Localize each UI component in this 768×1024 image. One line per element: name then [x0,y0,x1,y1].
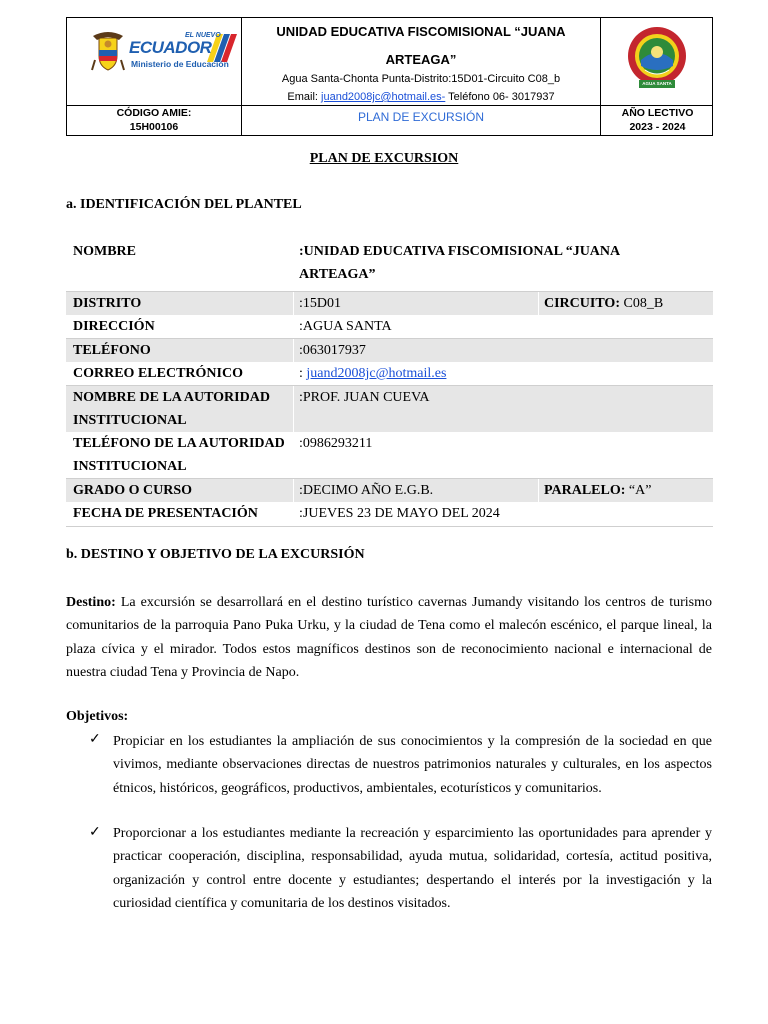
objective-item: Proporcionar a los estudiantes mediante la recreación y esparcimiento las oportunidades para aprender y practicar cooperación, disciplina, responsabilidad, ayuda mutua, solidaridad, cortesía, actitud positiva, organización y control entre docente y estudiantes; despertando el interés por la investigación y la curiosidad científica y comunitaria de los destinos visitados. [113,826,712,911]
page-title: PLAN DE EXCURSION [309,151,459,166]
table-row [66,315,713,339]
school-year-label: AÑO LECTIVO [621,107,694,119]
telefono-value: :063017937 [299,343,366,358]
distrito-label: DISTRITO [73,296,142,311]
amie-code-value: 15H00106 [129,121,179,133]
school-seal-logo [625,26,689,90]
autoridad-value: :PROF. JUAN CUEVA [299,390,430,405]
table-row [66,339,713,362]
direccion-value: :AGUA SANTA [299,319,392,334]
school-year-value: 2023 - 2024 [629,121,686,133]
school-address: Agua Santa-Chonta Punta-Distrito:15D01-Circuito C08_b [281,73,561,85]
objectives-heading: Objetivos: [66,709,129,724]
section-b-heading: b. DESTINO Y OBJETIVO DE LA EXCURSIÓN [66,547,365,562]
grado-value: :DECIMO AÑO E.G.B. [299,483,434,498]
destination-paragraph [66,591,712,684]
plan-label: PLAN DE EXCURSIÓN [357,110,485,124]
circuito-value: C08_B [619,296,664,311]
nombre-label: NOMBRE [73,244,136,259]
email-link[interactable]: juand2008jc@hotmail.es- [321,91,446,103]
correo-value [299,362,699,385]
table-row [66,292,713,315]
seal-text: AGUA SANTA [642,81,672,86]
circuito-label: CIRCUITO: [544,296,620,311]
destination-label: Destino: [66,595,116,610]
brand-main-label: ECUADOR [129,38,212,57]
fecha-label: FECHA DE PRESENTACIÓN [73,506,258,521]
school-phone: Teléfono 06- 3017937 [445,91,555,103]
table-row [66,362,713,386]
email-link[interactable]: juand2008jc@hotmail.es [306,366,447,381]
grado-label: GRADO O CURSO [73,483,193,498]
tel-autoridad-value: :0986293211 [299,436,373,451]
amie-code-label: CÓDIGO AMIE: [116,107,192,119]
table-row [66,240,713,292]
document-header [66,17,713,136]
identification-table [66,240,713,527]
telefono-label: TELÉFONO [73,343,151,358]
ministry-label: Ministerio de Educación [131,59,229,69]
table-row [66,502,713,527]
school-year [601,106,714,134]
destination-text: La excursión se desarrollará en el destino turístico cavernas Jumandy visitando los centros de turismo comunitarios de la parroquia Pano Puka Urku, y la ciudad de Tena como el malecón escénico, el parque lineal, la plaza cívica y el mirador. Todos estos magníficos destinos son de reconocimiento nacional e internacional de nuestra ciudad Tena y Provincia de Napo. [66,595,712,680]
distrito-value: :15D01 [299,296,341,311]
school-email-phone [242,88,600,106]
ministry-logo [89,30,239,78]
brand-top-label: EL NUEVO [185,32,221,39]
email-prefix: Email: [287,91,322,103]
nombre-value: :UNIDAD EDUCATIVA FISCOMISIONAL “JUANA ARTEAGA” [299,244,620,282]
table-row [66,479,713,502]
paralelo-value: “A” [625,483,652,498]
checkmark-icon: ✓ [89,825,101,840]
checkmark-icon: ✓ [89,732,101,747]
amie-code [67,106,241,134]
tel-autoridad-label: TELÉFONO DE LA AUTORIDAD INSTITUCIONAL [73,436,285,474]
circuito [544,292,709,315]
school-name: UNIDAD EDUCATIVA FISCOMISIONAL “JUANA ARTEAGA” [276,24,566,67]
section-a-heading: a. IDENTIFICACIÓN DEL PLANTEL [66,197,302,212]
fecha-value: :JUEVES 23 DE MAYO DEL 2024 [299,506,500,521]
paralelo [544,479,709,502]
correo-prefix: : [299,366,307,381]
table-row [66,432,713,479]
objective-item: Propiciar en los estudiantes la ampliación de sus conocimientos y la compresión de la sociedad en que vivimos, mediante observaciones directas de nuestros patrimonios naturales y culturales, en los aspectos étnicos, históricos, geográficos, productivos, ambientales, ecoturísticos y comunitarios. [113,734,712,796]
correo-label: CORREO ELECTRÓNICO [73,366,243,381]
autoridad-label: NOMBRE DE LA AUTORIDAD INSTITUCIONAL [73,390,270,428]
paralelo-label: PARALELO: [544,483,626,498]
table-row [66,386,713,432]
direccion-label: DIRECCIÓN [73,319,155,334]
school-contact [242,70,600,106]
